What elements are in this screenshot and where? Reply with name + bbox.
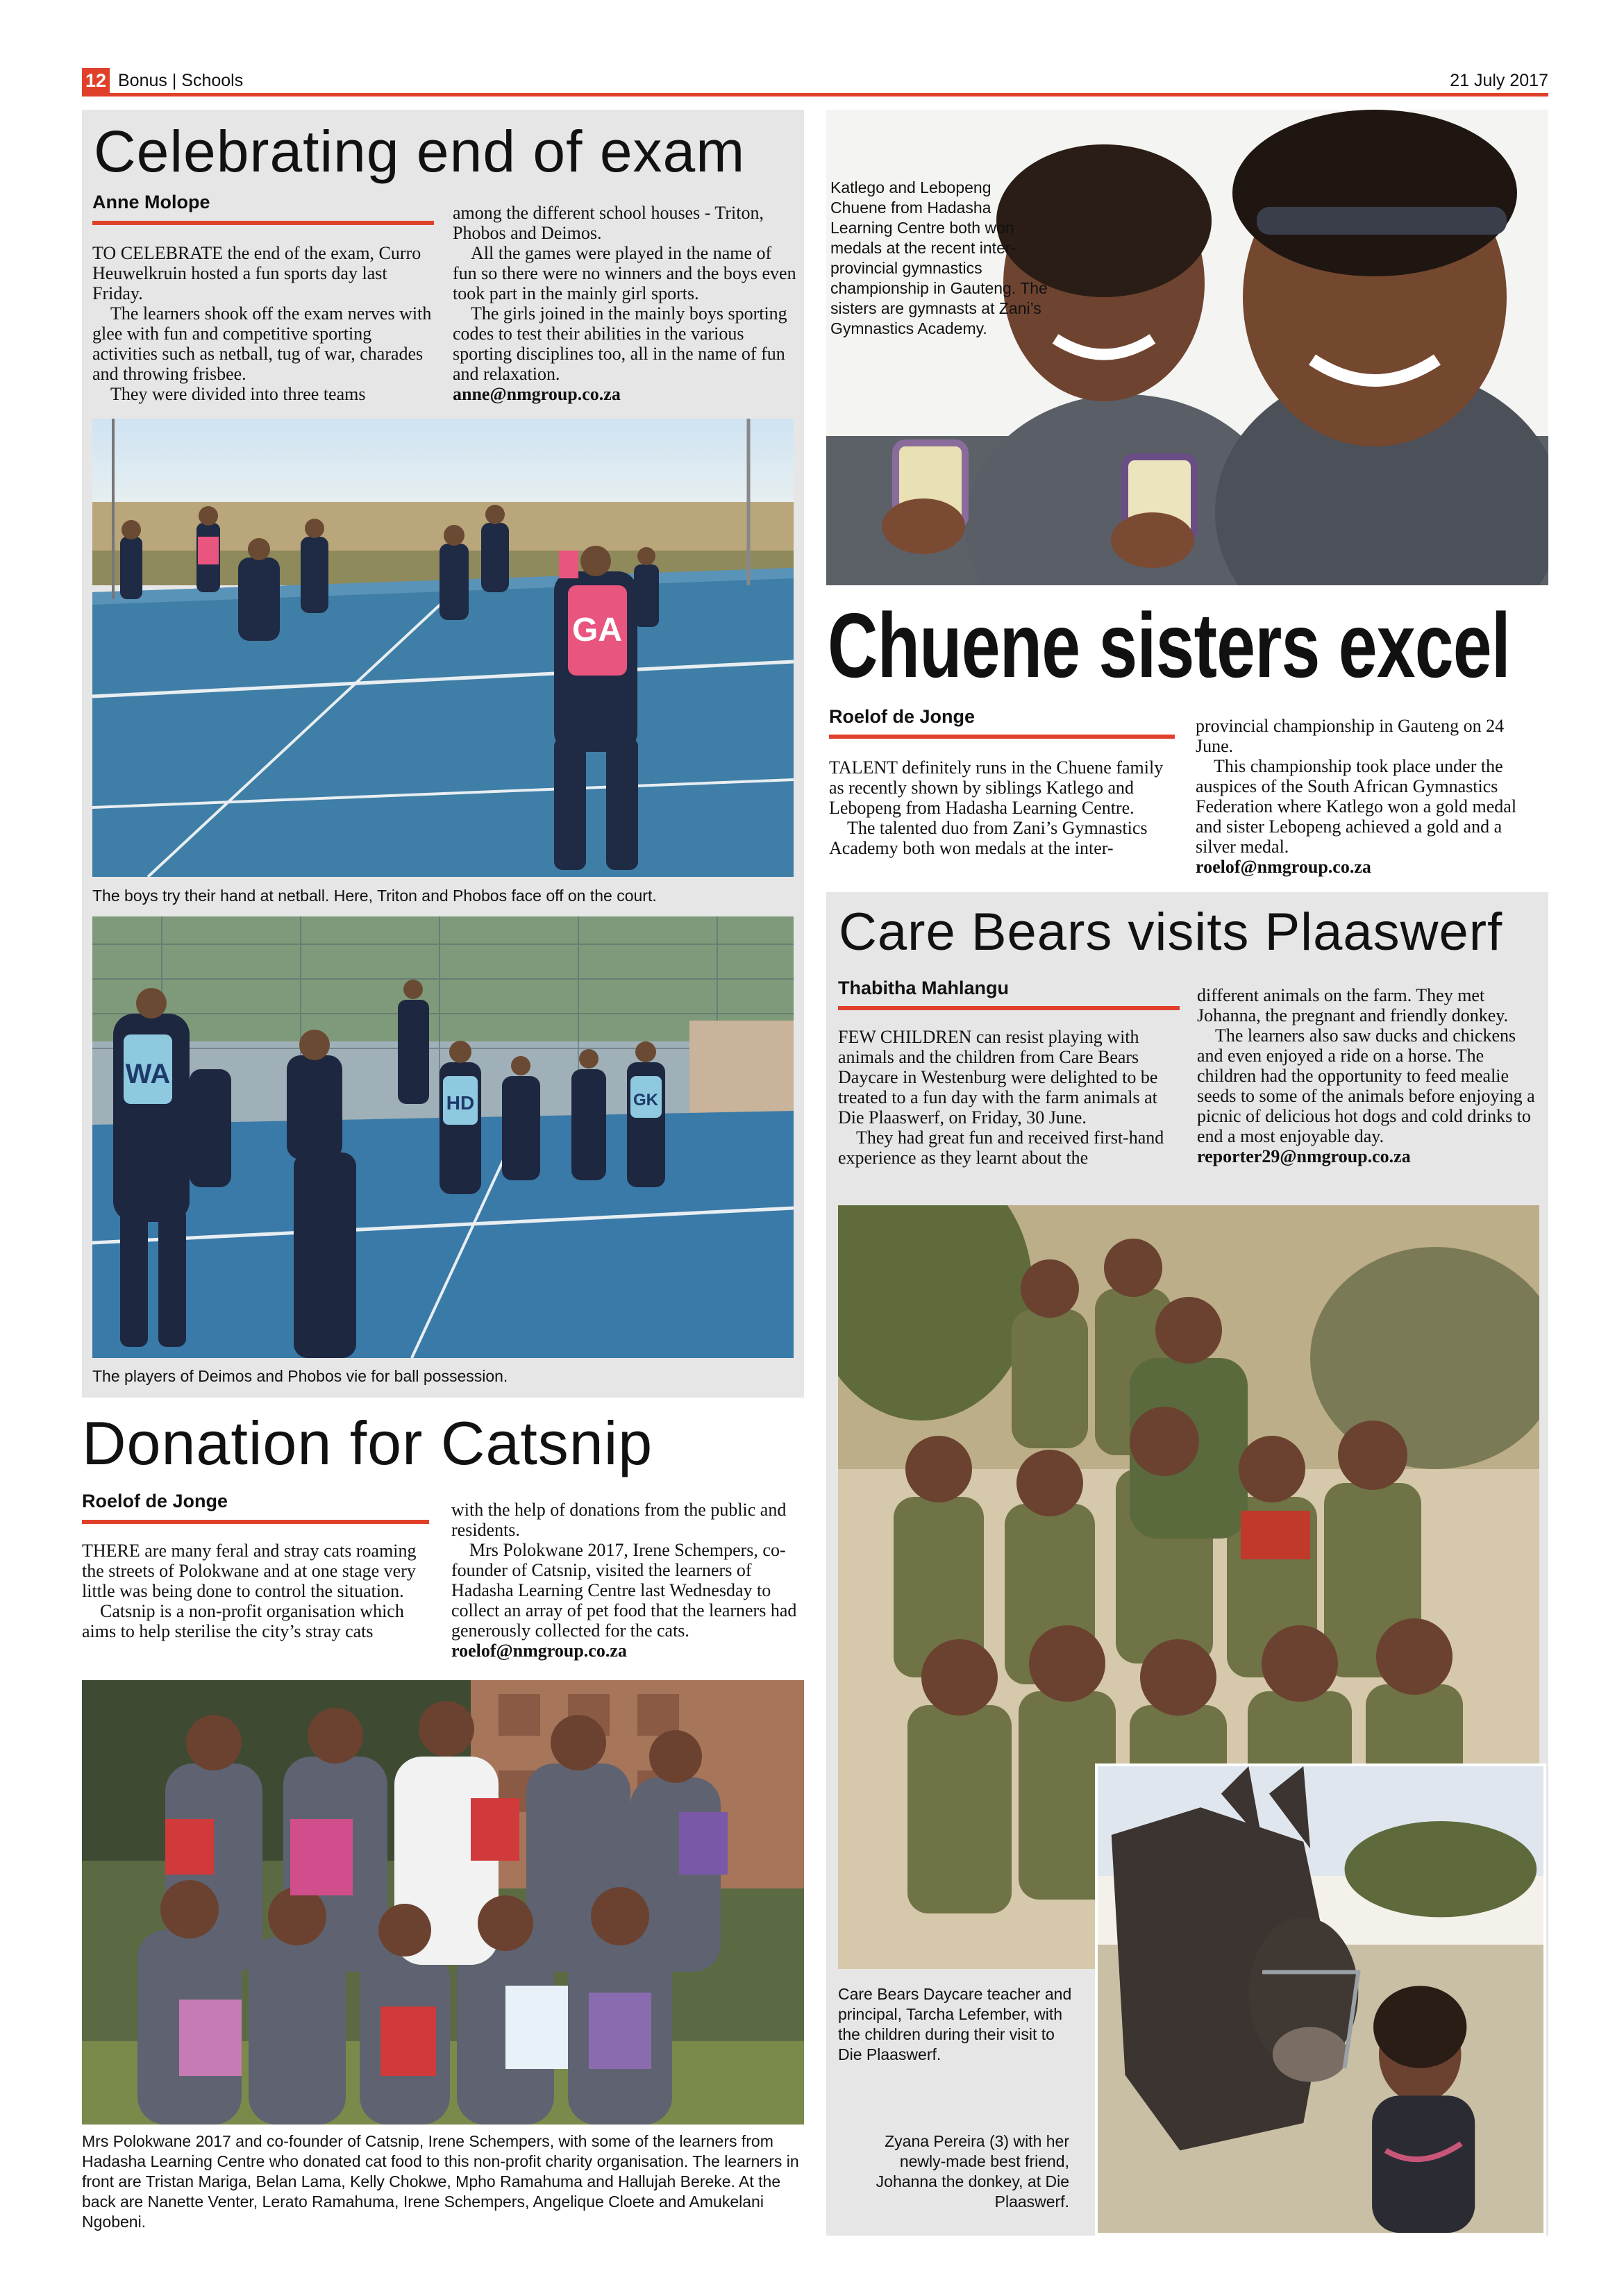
- catsnip-col2-p1: with the help of donations from the public and residents.: [451, 1500, 787, 1540]
- netball-photo-2-image: [92, 916, 794, 1358]
- exam-col2-p2: All the games were played in the name of fun so there were no winners and the boys even took part in the mainly girl sports.: [453, 243, 796, 303]
- chuene-photo-caption: Katlego and Lebopeng Chuene from Hadasha Learning Centre both won medals at the recent inter-provincial gymnastics championship in Gauteng. The sisters are gymnasts at Zani’s Gymnastics Academy.: [830, 178, 1048, 337]
- catsnip-image: [82, 1680, 804, 2125]
- carebears-headline: Care Bears visits Plaaswerf: [839, 903, 1503, 962]
- catsnip-byline-rule: [82, 1520, 429, 1524]
- catsnip-col1-p1: THERE are many feral and stray cats roaming the streets of Polokwane and at one stage very little was being done to control the situation.: [82, 1541, 417, 1601]
- exam-headline: Celebrating end of exam: [94, 119, 746, 184]
- section-label: Bonus | Schools: [118, 71, 244, 90]
- catsnip-col2: [451, 1500, 802, 1661]
- catsnip-col2-p2: Mrs Polokwane 2017, Irene Schempers, co-founder of Catsnip, visited the learners of Hadasha Learning Centre last Wednesday to collect an array of pet food that the learners had generously collected for the cats.: [451, 1540, 797, 1641]
- exam-caption-1: The boys try their hand at netball. Here, Triton and Phobos face off on the court.: [92, 887, 657, 905]
- page-number: 12: [85, 70, 107, 91]
- carebears-col2: [1197, 985, 1541, 1166]
- catsnip-byline: Roelof de Jonge: [82, 1491, 228, 1511]
- carebears-caption-1: Care Bears Daycare teacher and principal, Tarcha Lefember, with the children during their visit to Die Plaaswerf.: [838, 1985, 1072, 2063]
- catsnip-photo: [82, 1680, 804, 2125]
- catsnip-headline: Donation for Catsnip: [82, 1409, 653, 1477]
- exam-caption-2: The players of Deimos and Phobos vie for ball possession.: [92, 1367, 508, 1385]
- carebears-col1-p2: They had great fun and received first-hand experience as they learnt about the: [838, 1128, 1164, 1168]
- chuene-col2-p1: provincial championship in Gauteng on 24 June.: [1196, 716, 1505, 756]
- chuene-email[interactable]: roelof@nmgroup.co.za: [1196, 857, 1371, 877]
- exam-email[interactable]: anne@nmgroup.co.za: [453, 384, 621, 404]
- chuene-col1: [829, 757, 1175, 858]
- chuene-byline-rule: [829, 735, 1175, 739]
- donkey-image: [1098, 1766, 1543, 2233]
- carebears-col2-p2: The learners also saw ducks and chickens and even enjoyed a ride on a horse. The children had the opportunity to feed mealie seeds to some of the animals before enjoying a picnic of delicious hot dogs and cold drinks to end a most enjoyable day.: [1197, 1025, 1535, 1146]
- exam-col1-p3: They were divided into three teams: [110, 384, 366, 404]
- exam-col1: [92, 243, 434, 404]
- catsnip-col1: [82, 1541, 429, 1641]
- bib-wa-label: WA: [125, 1059, 171, 1089]
- chuene-col2-p2: This championship took place under the auspices of the South African Gymnastics Federation where Katlego won a gold medal and sister Lebopeng achieved a gold and a silver medal.: [1196, 756, 1517, 857]
- carebears-caption-2: Zyana Pereira (3) with her newly-made best friend, Johanna the donkey, at Die Plaaswerf.: [876, 2132, 1069, 2211]
- netball-photo-1: [92, 419, 794, 877]
- donkey-photo: [1095, 1763, 1546, 2236]
- carebears-email[interactable]: reporter29@nmgroup.co.za: [1197, 1146, 1411, 1166]
- exam-byline: Anne Molope: [92, 192, 210, 212]
- exam-col1-p2: The learners shook off the exam nerves with glee with fun and competitive sporting activities such as netball, tug of war, charades and throwing frisbee.: [92, 303, 432, 384]
- netball-photo-2: [92, 916, 794, 1358]
- carebears-col1: [838, 1027, 1180, 1168]
- page-number-badge: [82, 68, 110, 93]
- chuene-byline: Roelof de Jonge: [829, 706, 976, 727]
- bib-hd-label: HD: [446, 1092, 475, 1114]
- issue-date: 21 July 2017: [1450, 71, 1548, 90]
- catsnip-col1-p2: Catsnip is a non-profit organisation which aims to help sterilise the city’s stray cats: [82, 1601, 404, 1641]
- carebears-col2-p1: different animals on the farm. They met Johanna, the pregnant and friendly donkey.: [1197, 985, 1509, 1025]
- chuene-col1-p1: TALENT definitely runs in the Chuene family as recently shown by siblings Katlego and Lebopeng from Hadasha Learning Centre.: [829, 757, 1164, 818]
- exam-col2-p1: among the different school houses - Triton, Phobos and Deimos.: [453, 203, 764, 243]
- carebears-byline: Thabitha Mahlangu: [838, 978, 1009, 998]
- bib-gk-label: GK: [633, 1091, 658, 1109]
- catsnip-caption: Mrs Polokwane 2017 and co-founder of Catsnip, Irene Schempers, with some of the learners from Hadasha Learning Centre who donated cat food to this non-profit charity organisation. The learners in front are Tristan Mariga, Belan Lama, Kelly Chokwe, Mpho Ramahuma and Hallujah Bereke. At the back are Nanette Venter, Lerato Ramahuma, Irene Schempers, Angelique Cloete and Amukelani Ngobeni.: [82, 2132, 799, 2231]
- exam-col2-p3: The girls joined in the mainly boys sporting codes to test their abilities in the various sporting disciplines too, all in the name of fun and relaxation.: [453, 303, 787, 384]
- chuene-col2: [1196, 716, 1543, 877]
- chuene-col1-p2: The talented duo from Zani’s Gymnastics Academy both won medals at the inter-: [829, 818, 1148, 858]
- bib-ga-label: GA: [572, 612, 622, 648]
- catsnip-email[interactable]: roelof@nmgroup.co.za: [451, 1641, 627, 1661]
- exam-col1-p1: TO CELEBRATE the end of the exam, Curro Heuwelkruin hosted a fun sports day last Friday.: [92, 243, 421, 303]
- carebears-byline-rule: [838, 1006, 1180, 1010]
- carebears-col1-p1: FEW CHILDREN can resist playing with animals and the children from Care Bears Daycare in Westenburg were delighted to be treated to a fun day with the farm animals at Die Plaaswerf, on Friday, 30 June.: [838, 1027, 1158, 1128]
- exam-col2: [453, 203, 797, 404]
- chuene-headline: Chuene sisters excel: [828, 594, 1510, 696]
- exam-byline-rule: [92, 221, 434, 225]
- header-rule: [82, 93, 1548, 97]
- netball-photo-1-image: [92, 419, 794, 877]
